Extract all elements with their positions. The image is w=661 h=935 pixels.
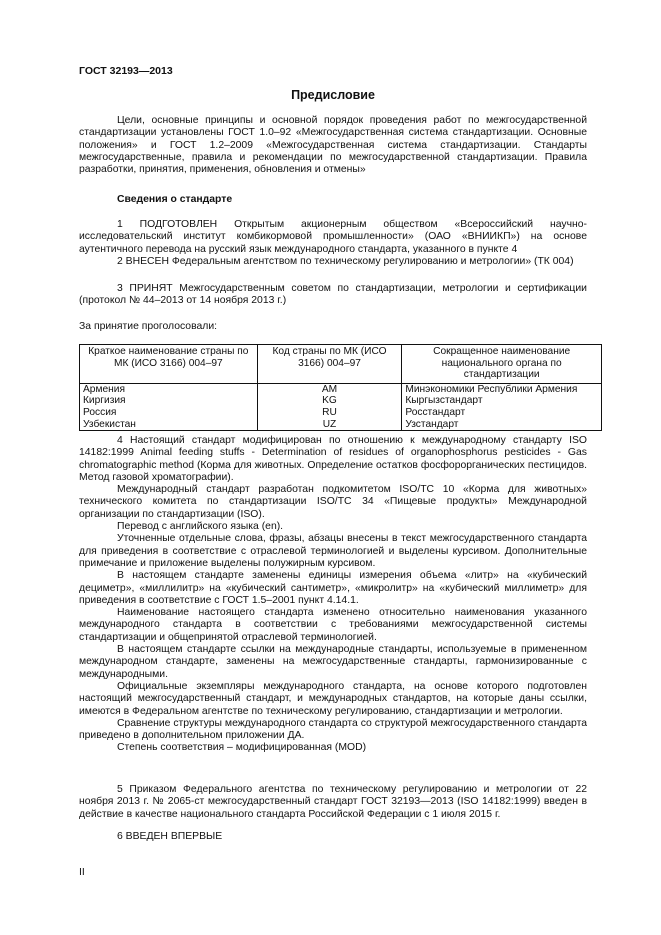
table-row [80, 407, 602, 419]
item3-block [79, 283, 587, 308]
item6-block [79, 831, 587, 843]
table-cell-agency: Минэкономики Республики Армения [402, 383, 602, 395]
item5-block [79, 784, 587, 821]
table-cell-agency: Кыргызстандарт [402, 395, 602, 407]
item1-block [79, 219, 587, 268]
item-4-title-paragraph: Наименование настоящего стандарта изменено относительно наименования указанного международного стандарта в соответствии с требованиями межгосударственной системы стандартизации и общепринятой отраслевой терминологией. [79, 607, 587, 643]
item-4-tc-paragraph: Международный стандарт разработан подкомитетом ISO/TC 10 «Корма для животных» технического комитета по стандартизации ISO/TC 34 «Пищевые продукты» Международной организации по стандартизации (ISO). [79, 484, 587, 520]
item-6-paragraph: 6 ВВЕДЕН ВПЕРВЫЕ [117, 831, 223, 842]
table-row [80, 419, 602, 431]
table-cell-country: Узбекистан [80, 419, 258, 431]
table-cell-country: Россия [80, 407, 258, 419]
item-4-degree-paragraph: Степень соответствия – модифицированная (MOD) [117, 742, 367, 754]
table-cell-code: KG [257, 395, 402, 407]
item-4-italics-paragraph: Уточненные отдельные слова, фразы, абзацы внесены в текст межгосударственного стандарта для приведения в соответствие с отраслевой терминологией и выделены курсивом. Дополнительные примечание и приложение выделены полужирным курсивом. [79, 533, 587, 569]
table-cell-code: AM [257, 383, 402, 395]
table-row [80, 383, 602, 395]
item-4-translation-paragraph: Перевод с английского языка (en). [117, 521, 284, 533]
document-code: ГОСТ 32193—2013 [79, 65, 173, 77]
item-3-paragraph: 3 ПРИНЯТ Межгосударственным советом по стандартизации, метрологии и сертификации (протокол № 44–2013 от 14 ноября 2013 г.) [79, 283, 587, 307]
table-cell-agency: Узстандарт [402, 419, 602, 431]
table-cell-code: RU [257, 407, 402, 419]
section-heading-block [79, 194, 587, 206]
table-cell-agency: Росстандарт [402, 407, 602, 419]
table-row [80, 395, 602, 407]
item-4-paragraph: 4 Настоящий стандарт модифицирован по отношению к международному стандарту ISO 14182:1999 Animal feeding stuffs - Determination of residues of organophosphorus pesticides - Gas chromatographic method (Корма для животных. Определение остатков фосфорорганических пестицидов. Метод газовой хроматографии). [79, 435, 587, 483]
intro-paragraph: Цели, основные принципы и основной порядок проведения работ по межгосударственной стандартизации установлены ГОСТ 1.0–92 «Межгосударственная система стандартизации. Основные положения» и ГОСТ 1.2–2009 «Межгосударственная система стандартизации. Стандарты межгосударственные, правила и рекомендации по межгосударственной стандартизации. Правила разработки, принятия, применения, обновления и отмены» [79, 115, 587, 176]
table-header-row [80, 345, 602, 384]
item-4-units-paragraph: В настоящем стандарте заменены единицы измерения объема «литр» на «кубический дециметр», «миллилитр» на «кубический сантиметр», «микролитр» на «кубический миллиметр» для приведения в соответствие с ГОСТ 1.5–2001 пункт 4.14.1. [79, 570, 587, 606]
table-cell-country: Армения [80, 383, 258, 395]
item-2-paragraph: 2 ВНЕСЕН Федеральным агентством по техническому регулированию и метрологии» (ТК 004) [117, 255, 574, 267]
table-header-country: Краткое наименование страны по МК (ИСО 3166) 004–97 [80, 345, 258, 384]
item-4-comparison-paragraph: Сравнение структуры международного стандарта со структурой межгосударственного стандарта приведено в дополнительном приложении ДА. [79, 717, 587, 742]
section-heading: Сведения о стандарте [117, 194, 233, 205]
voting-table [79, 344, 602, 431]
table-cell-country: Киргизия [80, 395, 258, 407]
voted-label: За принятие проголосовали: [79, 321, 218, 332]
page-number: II [79, 866, 85, 878]
intro-block [79, 115, 587, 176]
table-header-code: Код страны по МК (ИСО 3166) 004–97 [257, 345, 402, 384]
item-1-paragraph: 1 ПОДГОТОВЛЕН Открытым акционерным обществом «Всероссийский научно-исследовательский институт комбикормовой промышленности» (ОАО «ВНИИКП») на основе аутентичного перевода на русский язык международного стандарта, указанного в пункте 4 [79, 219, 587, 255]
page-title: Предисловие [291, 88, 375, 102]
voted-label-block [79, 321, 587, 333]
item-4-copies-paragraph: Официальные экземпляры международного стандарта, на основе которого подготовлен настоящий межгосударственный стандарт, и международных стандартов, на которые даны ссылки, имеются в Федеральном агентстве по техническому регулированию, стандартизации и метрологии. [79, 680, 587, 717]
table-header-agency: Сокращенное наименование национального органа по стандартизации [402, 345, 602, 384]
item4-block [79, 435, 587, 755]
item-5-paragraph: 5 Приказом Федерального агентства по техническому регулированию и метрологии от 22 ноября 2013 г. № 2065-ст межгосударственный стандарт ГОСТ 32193—2013 (ISO 14182:1999) введен в действие в качестве национального стандарта Российской Федерации с 1 июля 2015 г. [79, 784, 587, 820]
table-cell-code: UZ [257, 419, 402, 431]
item-4-references-paragraph: В настоящем стандарте ссылки на международные стандарты, используемые в примененном международном стандарте, заменены на межгосударственные стандарты, гармонизированные с международными. [79, 644, 587, 680]
